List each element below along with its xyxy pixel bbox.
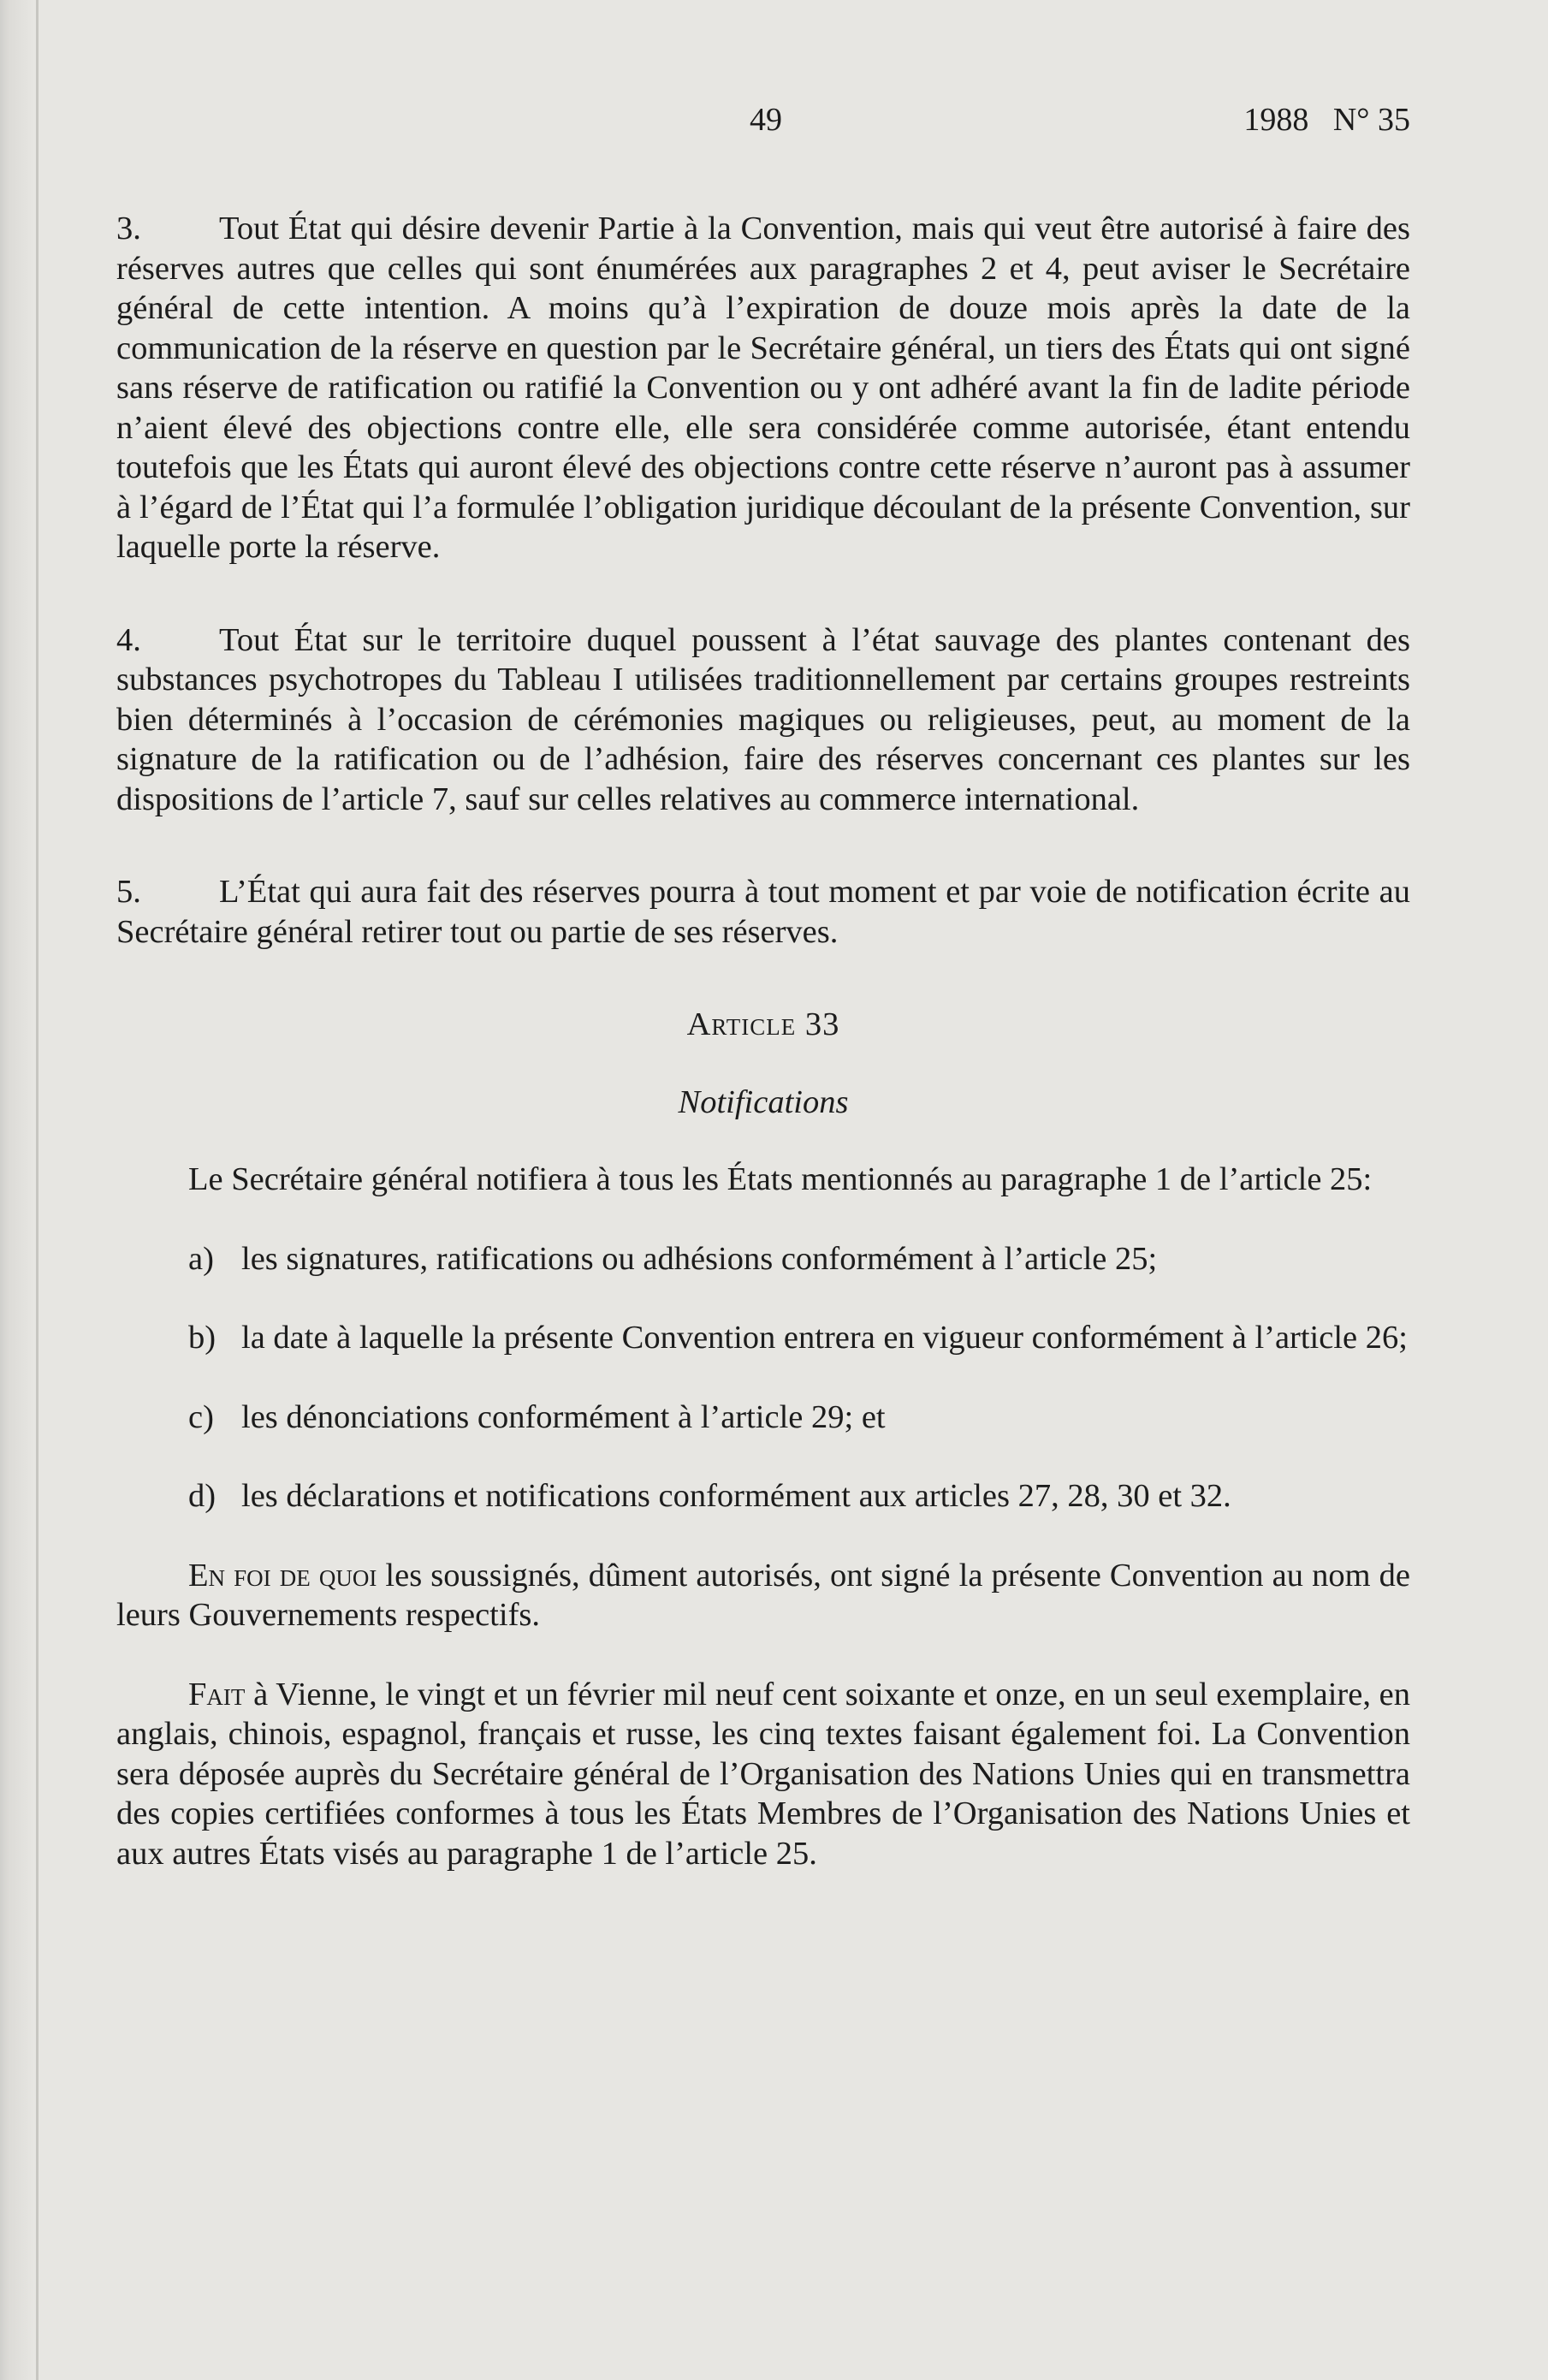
list-item-a — [116, 1239, 1410, 1279]
list-text: la date à laquelle la présente Convention entrera en vigueur conformément à l’article 26; — [241, 1320, 1408, 1356]
closing-lead: En foi de quoi — [188, 1557, 377, 1594]
article-intro: Le Secrétaire général notifiera à tous les États mentionnés au paragraphe 1 de l’article 25: — [188, 1161, 1373, 1197]
closing-text: les soussignés, dûment autorisés, ont signé la présente Convention au nom de leurs Gouvernements respectifs. — [116, 1557, 1410, 1633]
paragraph-text: Tout État qui désire devenir Partie à la Convention, mais qui veut être autorisé à faire des réserves autres que celles qui sont énumérées aux paragraphes 2 et 4, peut aviser le Secrétaire général de cette intention. A moins qu’à l’expiration de douze mois après la date de la communication de la réserve en question par le Secrétaire général, un tiers des États qui ont signé sans réserve de ratification ou ratifié la Convention ou y ont adhéré avant la fin de ladite période n’aient élevé des objections contre elle, elle sera considérée comme autorisée, étant entendu toutefois que les États qui auront élevé des objections contre cette réserve n’auront pas à assumer à l’égard de l’État qui l’a formulée l’obligation juridique découlant de la présente Convention, sur laquelle porte la réserve. — [116, 211, 1410, 565]
treaty-reference: 1988 N° 35 — [1243, 102, 1410, 138]
article-heading: Article 33 — [686, 1006, 840, 1042]
closing-fait — [116, 1675, 1410, 1874]
paragraph-3 — [116, 209, 1410, 567]
list-item-c — [116, 1398, 1410, 1438]
page-binding-line — [36, 0, 39, 2380]
list-label: b) — [188, 1320, 216, 1356]
paragraph-text: Tout État sur le territoire duquel poussent à l’état sauvage des plantes contenant des substances psychotropes du Tableau I utilisées traditionnellement par certains groupes restreints bien déterminés à l’occasion de cérémonies magiques ou religieuses, peut, au moment de la signature de la ratification ou de l’adhésion, faire des réserves concernant ces plantes sur les dispositions de l’article 7, sauf sur celles relatives au commerce international. — [116, 621, 1410, 817]
paragraph-number: 3. — [116, 211, 141, 246]
page-number: 49 — [750, 102, 782, 138]
closing-en-foi-de-quoi — [116, 1556, 1410, 1635]
list-text: les dénonciations conformément à l’article 29; et — [241, 1398, 886, 1435]
paragraph-number: 4. — [116, 621, 141, 658]
list-item-d — [116, 1476, 1410, 1516]
article-subtitle: Notifications — [678, 1083, 849, 1120]
list-label: d) — [188, 1478, 216, 1514]
list-item-b — [116, 1318, 1410, 1358]
list-text: les déclarations et notifications conformément aux articles 27, 28, 30 et 32. — [241, 1478, 1231, 1514]
closing-text: à Vienne, le vingt et un février mil neuf cent soixante et onze, en un seul exemplaire, en anglais, chinois, espagnol, français et russe, les cinq textes faisant également foi. La Convention sera déposée auprès du Secrétaire général de l’Organisation des Nations Unies qui en transmettra des copies certifiées conformes à tous les États Membres de l’Organisation des Nations Unies et aux autres États visés au paragraphe 1 de l’article 25. — [116, 1676, 1410, 1872]
page-content — [116, 0, 1410, 2380]
paragraph-text: L’État qui aura fait des réserves pourra à tout moment et par voie de notification écrite au Secrétaire général retirer tout ou partie de ses réserves. — [116, 874, 1410, 950]
list-label: c) — [188, 1398, 214, 1435]
paragraph-5 — [116, 872, 1410, 952]
document-body — [116, 209, 1410, 1873]
closing-lead: Fait — [188, 1676, 246, 1712]
list-label: a) — [188, 1240, 214, 1277]
paragraph-number: 5. — [116, 874, 141, 910]
list-text: les signatures, ratifications ou adhésions conformément à l’article 25; — [241, 1240, 1158, 1277]
paragraph-4 — [116, 620, 1410, 820]
page-header — [116, 101, 1410, 152]
page-edge-shadow — [0, 0, 34, 2380]
